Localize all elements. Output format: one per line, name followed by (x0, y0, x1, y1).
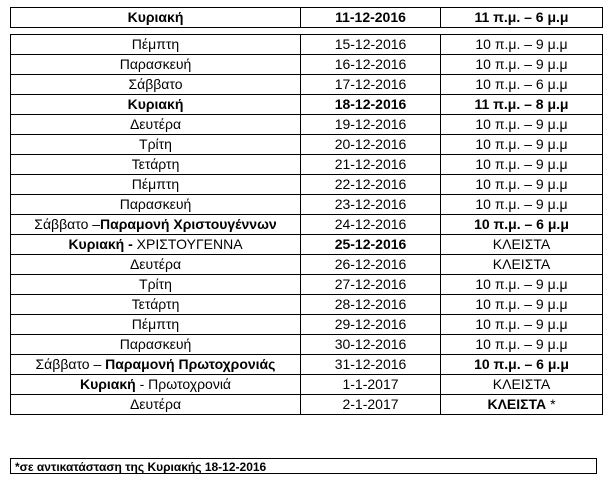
date-cell: 24-12-2016 (301, 215, 441, 235)
hours-cell: ΚΛΕΙΣΤΑ (441, 235, 603, 255)
table-row (11, 315, 603, 335)
date-cell: 26-12-2016 (301, 255, 441, 275)
day-cell: Δευτέρα (11, 395, 301, 415)
table-body (11, 8, 603, 415)
day-cell: Παρασκευή (11, 335, 301, 355)
table-row (11, 275, 603, 295)
table-row (11, 355, 603, 375)
spacer-row (11, 28, 603, 35)
day-text: Σάββατο – (34, 216, 101, 232)
date-cell: 15-12-2016 (301, 35, 441, 55)
day-cell (11, 375, 301, 395)
date-cell: 1-1-2017 (301, 375, 441, 395)
date-cell: 28-12-2016 (301, 295, 441, 315)
hours-cell: 10 π.μ. – 9 μ.μ (441, 115, 603, 135)
table-row (11, 75, 603, 95)
date-cell: 2-1-2017 (301, 395, 441, 415)
day-cell: Δευτέρα (11, 255, 301, 275)
date-cell: 25-12-2016 (301, 235, 441, 255)
date-cell: 27-12-2016 (301, 275, 441, 295)
day-cell: Τρίτη (11, 135, 301, 155)
footnote-text: *σε αντικατάσταση της Κυριακής 18-12-2016 (15, 460, 267, 474)
day-cell: Σάββατο (11, 75, 301, 95)
hours-cell: 10 π.μ. – 9 μ.μ (441, 155, 603, 175)
table-row (11, 155, 603, 175)
hours-cell: 10 π.μ. – 9 μ.μ (441, 35, 603, 55)
hours-cell: 10 π.μ. – 9 μ.μ (441, 275, 603, 295)
spacer-cell (11, 28, 603, 35)
table-row (11, 215, 603, 235)
hours-cell: 10 π.μ. – 9 μ.μ (441, 335, 603, 355)
date-cell: 18-12-2016 (301, 95, 441, 115)
day-text: Σάββατο – (35, 356, 102, 372)
date-cell: 17-12-2016 (301, 75, 441, 95)
hours-cell: 10 π.μ. – 6 μ.μ (441, 355, 603, 375)
date-cell: 11-12-2016 (301, 8, 441, 28)
hours-text: ΚΛΕΙΣΤΑ (487, 396, 547, 412)
day-cell: Τετάρτη (11, 155, 301, 175)
date-cell: 19-12-2016 (301, 115, 441, 135)
hours-cell (441, 395, 603, 415)
holiday-hours-table (10, 7, 603, 415)
table-row (11, 395, 603, 415)
date-cell: 30-12-2016 (301, 335, 441, 355)
date-cell: 20-12-2016 (301, 135, 441, 155)
date-cell: 31-12-2016 (301, 355, 441, 375)
day-cell: Παρασκευή (11, 195, 301, 215)
day-cell: Κυριακή (11, 95, 301, 115)
day-cell: Πέμπτη (11, 175, 301, 195)
hours-cell: 10 π.μ. – 9 μ.μ (441, 295, 603, 315)
day-cell: Τετάρτη (11, 295, 301, 315)
date-cell: 21-12-2016 (301, 155, 441, 175)
hours-cell: 10 π.μ. – 9 μ.μ (441, 55, 603, 75)
table-row (11, 295, 603, 315)
day-extra-text: ΧΡΙΣΤΟΥΓΕΝΝΑ (136, 236, 243, 252)
day-cell: Πέμπτη (11, 35, 301, 55)
table-row (11, 335, 603, 355)
table-row (11, 35, 603, 55)
table-row (11, 55, 603, 75)
hours-cell: 11 π.μ. – 6 μ.μ (441, 8, 603, 28)
day-extra-text: Παραμονή Χριστουγέννων (100, 216, 277, 232)
date-cell: 23-12-2016 (301, 195, 441, 215)
day-cell: Δευτέρα (11, 115, 301, 135)
day-text: Κυριακή (79, 376, 136, 392)
hours-cell: 10 π.μ. – 9 μ.μ (441, 135, 603, 155)
table-row (11, 195, 603, 215)
hours-cell: 10 π.μ. – 6 μ.μ (441, 215, 603, 235)
day-cell (11, 235, 301, 255)
hours-cell: 10 π.μ. – 9 μ.μ (441, 195, 603, 215)
hours-extra-text: * (550, 396, 556, 412)
hours-cell: 11 π.μ. – 8 μ.μ (441, 95, 603, 115)
day-cell (11, 8, 301, 28)
hours-cell: 10 π.μ. – 6 μ.μ (441, 75, 603, 95)
table-row (11, 235, 603, 255)
date-cell: 16-12-2016 (301, 55, 441, 75)
table-row (11, 95, 603, 115)
date-cell: 29-12-2016 (301, 315, 441, 335)
day-cell: Τρίτη (11, 275, 301, 295)
day-cell: Πέμπτη (11, 315, 301, 335)
table-row (11, 375, 603, 395)
day-cell (11, 215, 301, 235)
hours-cell: 10 π.μ. – 9 μ.μ (441, 175, 603, 195)
day-cell: Παρασκευή (11, 55, 301, 75)
day-cell (11, 355, 301, 375)
footnote (10, 458, 597, 474)
table-row (11, 8, 603, 28)
day-text: Κυριακή - (68, 236, 133, 252)
hours-cell: ΚΛΕΙΣΤΑ (441, 375, 603, 395)
table-row (11, 115, 603, 135)
day-extra-text: Παραμονή Πρωτοχρονιάς (105, 356, 276, 372)
hours-cell: 10 π.μ. – 9 μ.μ (441, 315, 603, 335)
hours-cell: ΚΛΕΙΣΤΑ (441, 255, 603, 275)
date-cell: 22-12-2016 (301, 175, 441, 195)
table-row (11, 135, 603, 155)
day-text: Κυριακή (127, 9, 184, 25)
table-row (11, 255, 603, 275)
table-row (11, 175, 603, 195)
day-extra-text: - Πρωτοχρονιά (139, 376, 232, 392)
